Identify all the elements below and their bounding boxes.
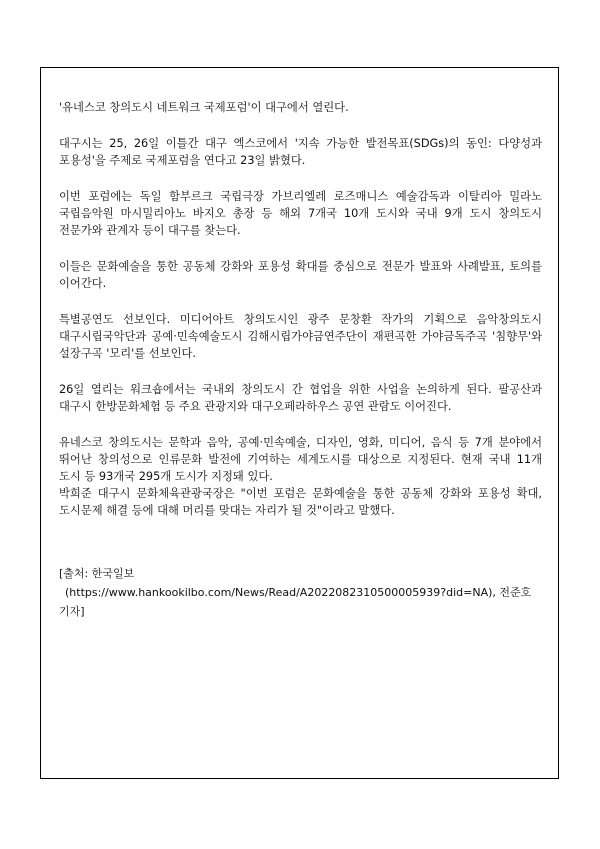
article-paragraph: 이번 포럼에는 독일 함부르크 국립극장 가브리엘레 로즈매니스 예술감독과 이탈리아 밀라노 국립음악원 마시밀리아노 바지오 총장 등 해외 7개국 10개 도시와 국내 9개 도시 창의도시 전문가와 관계자 등이 대구를 찾는다.: [59, 190, 542, 237]
source-label: [출처: 한국일보: [59, 567, 135, 580]
article-paragraph: 유네스코 창의도시는 문학과 음악, 공예·민속예술, 디자인, 영화, 미디어, 음식 등 7개 분야에서 뛰어난 창의성으로 인류문화 발전에 기여하는 세계도시를 대상으로 지정된다. 현재 국내 11개 도시 등 93개국 295개 도시가 지정돼 있다.: [59, 436, 542, 483]
article-body: [59, 99, 542, 538]
source-reporter: 기자]: [59, 605, 85, 618]
article-paragraph: 26일 열리는 워크숍에서는 국내외 창의도시 간 협업을 위한 사업을 논의하게 된다. 팔공산과 대구시 한방문화체험 등 주요 관광지와 대구오페라하우스 공연 관람도 이어진다.: [59, 383, 542, 413]
article-headline-paragraph: '유네스코 창의도시 네트워크 국제포럼'이 대구에서 열린다.: [59, 101, 349, 114]
article-paragraph: 특별공연도 선보인다. 미디어아트 창의도시인 광주 문창환 작가의 기획으로 음악창의도시 대구시립국악단과 공예·민속예술도시 김해시립가야금연주단이 재편곡한 가야금독주곡 '침향무'와 설장구곡 '모리'를 선보인다.: [59, 313, 542, 360]
article-paragraph: 이들은 문화예술을 통한 공동체 강화와 포용성 확대를 중심으로 전문가 발표와 사례발표, 토의를 이어간다.: [59, 260, 542, 290]
source-url: (https://www.hankookilbo.com/News/Read/A2022082310500005939?did=NA), 전준호: [65, 586, 532, 599]
article-quote-paragraph: 박희준 대구시 문화체육관광국장은 "이번 포럼은 문화예술을 통한 공동체 강화와 포용성 확대, 도시문제 해결 등에 대해 머리를 맞대는 자리가 될 것"이라고 말했다.: [59, 487, 542, 517]
source-citation: [59, 564, 542, 621]
article-paragraph: 대구시는 25, 26일 이틀간 대구 엑스코에서 '지속 가능한 발전목표(SDGs)의 동인: 다양성과 포용성'을 주제로 국제포럼을 연다고 23일 밝혔다.: [59, 137, 542, 167]
